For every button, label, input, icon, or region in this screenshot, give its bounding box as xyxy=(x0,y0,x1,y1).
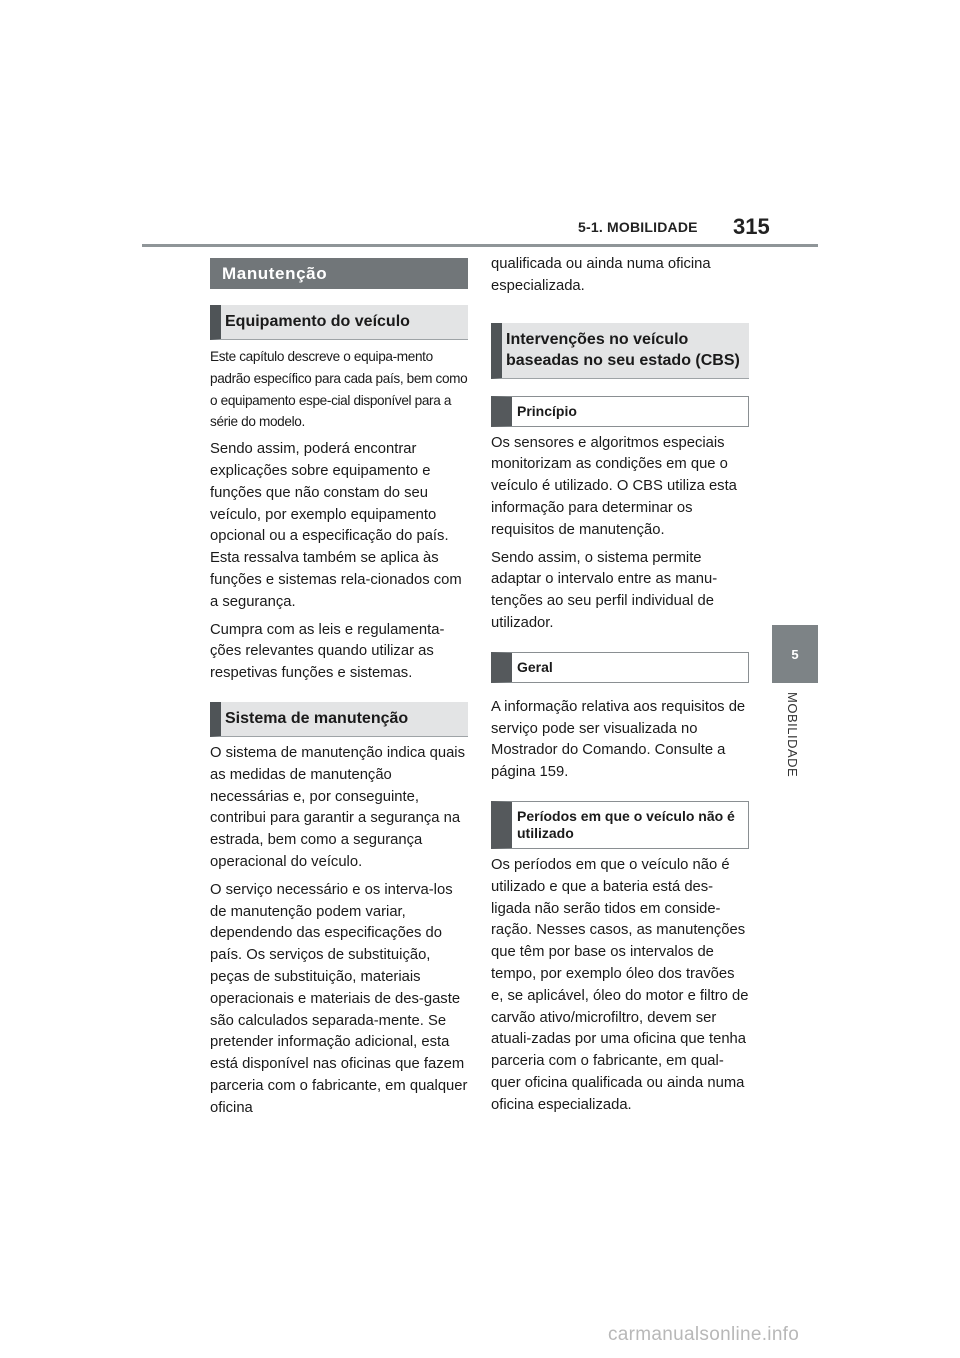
section-title-manutencao: Manutenção xyxy=(210,258,468,289)
subsubsection-title-geral: Geral xyxy=(491,652,749,683)
paragraph-equipamento-1: Este capítulo descreve o equipa-mento padrão específico para cada país, bem como o equipamento espe-cial disponível para a série do modelo. xyxy=(210,349,468,430)
chapter-number: 5 xyxy=(791,646,799,662)
right-column xyxy=(491,254,749,1117)
subsubsection-title-principio: Princípio xyxy=(491,396,749,427)
paragraph-equipamento-2: Sendo assim, poderá encontrar explicações sobre equipamento e funções que não constam do seu veículo, por exemplo equipamento opcional ou a especificação do país. Esta ressalva também se aplica às funções e sistemas rela-cionados com a segurança. xyxy=(210,441,462,610)
paragraph-geral-1: A informação relativa aos requisitos de serviço pode ser visualizada no Mostrador do Comando. Consulte a página 159. xyxy=(491,698,746,781)
subsubsection-title-periodos: Períodos em que o veículo não é utilizado xyxy=(491,801,749,849)
header-divider xyxy=(142,244,818,247)
paragraph-sistema-2: O serviço necessário e os interva-los de manutenção podem variar, dependendo das especificações do país. Os serviços de substituição, peças de substituição, materiais operacionais e materiais de des-gaste são calculados separada-mente. Se pretender informação adicional, esta está disponível nas oficinas que fazem parceria com o fabricante, em qualquer oficina xyxy=(210,881,468,1116)
paragraph-principio-1: Os sensores e algoritmos especiais monitorizam as condições em que o veículo é utilizado. O CBS utiliza esta informação para determinar os requisitos de manutenção. xyxy=(491,434,737,538)
page-number: 315 xyxy=(733,214,770,239)
subsection-title-equipamento: Equipamento do veículo xyxy=(210,305,468,340)
chapter-tab xyxy=(772,625,818,683)
running-header-section: 5-1. MOBILIDADE xyxy=(578,219,698,235)
subsection-title-sistema-manutencao: Sistema de manutenção xyxy=(210,702,468,737)
paragraph-equipamento-3: Cumpra com as leis e regulamenta-ções relevantes quando utilizar as respetivas funções e sistemas. xyxy=(210,621,445,682)
left-column xyxy=(210,258,468,1120)
subsection-title-cbs: Intervenções no veículo baseadas no seu estado (CBS) xyxy=(491,323,749,379)
paragraph-principio-2: Sendo assim, o sistema permite adaptar o intervalo entre as manu-tenções ao seu perfil individual de utilizador. xyxy=(491,549,718,631)
watermark-text: carmanualsonline.info xyxy=(608,1324,800,1345)
chapter-side-label: MOBILIDADE xyxy=(785,692,800,778)
paragraph-continuation: qualificada ou ainda numa oficina especializada. xyxy=(491,256,711,294)
paragraph-periodos-1: Os períodos em que o veículo não é utilizado e que a bateria está des-ligada não serão tidos em conside-ração. Nesses casos, as manutenções que têm por base os intervalos de tempo, por exemplo óleo dos travões e, se aplicável, óleo do motor e filtro de carvão ativo/microfiltro, devem ser atuali-zadas por uma oficina que tenha parceria com o fabricante, em qual-quer oficina qualificada ou ainda numa oficina especializada. xyxy=(491,856,749,1113)
paragraph-sistema-1: O sistema de manutenção indica quais as medidas de manutenção necessárias e, por conseguinte, contribui para garantir a segurança na estrada, bem como a segurança operacional do veículo. xyxy=(210,744,465,870)
